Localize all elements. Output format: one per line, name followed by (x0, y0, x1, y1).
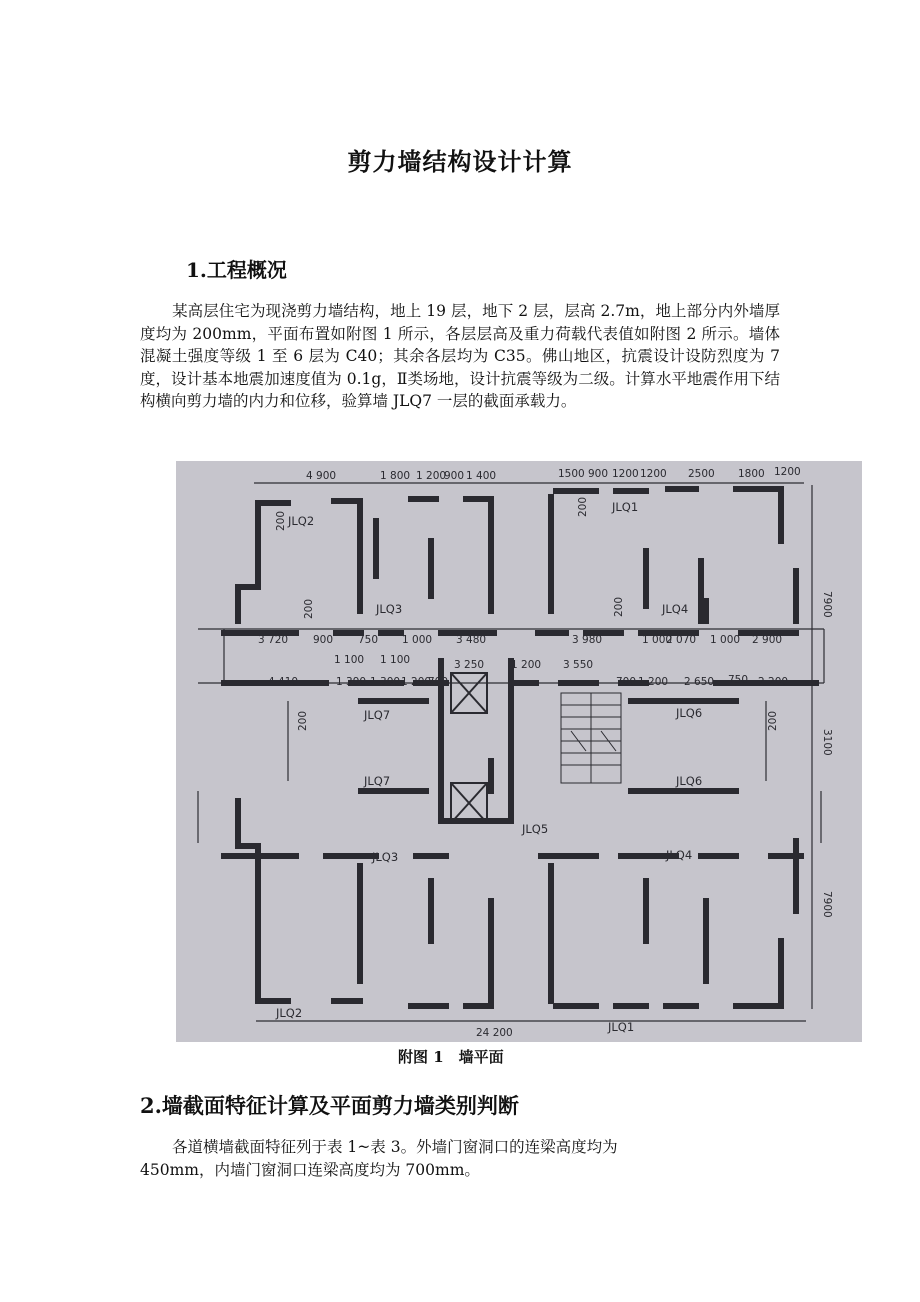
dim-label: 750 (728, 674, 749, 686)
dim-label: 4 900 (306, 470, 337, 482)
overview-text: 某高层住宅为现浇剪力墙结构，地上 19 层，地下 2 层，层高 2.7m，地上部分内外墙厚度均为 200mm，平面布置如附图 1 所示，各层层高及重力荷载代表值如附图 2 所示。墙体混凝土强度等级 1 至 6 层为 C40；其余各层均为 C35。佛山地区，抗震设计设防烈度为 7 度，设计基本地震加速度值为 0.1g，Ⅱ类场地，设计抗震等级为二级。计算水平地震作用下结构横向剪力墙的内力和位移，验算墙 JLQ7 一层的截面承载力。 (140, 302, 780, 410)
dim-label: 200 (577, 496, 589, 517)
section-heading-overview: 1.工程概况 (186, 258, 287, 282)
dim-label: 200 (613, 596, 625, 617)
wall-label: JLQ3 (372, 850, 399, 864)
dim-label: 7900 (821, 891, 833, 918)
document-title: 剪力墙结构设计计算 (347, 147, 573, 176)
wall-section-text: 各道横墙截面特征列于表 1~表 3。外墙门窗洞口的连梁高度均为 450mm，内墙门窗洞口连梁高度均为 700mm。 (140, 1138, 618, 1179)
wall-section-paragraph (140, 1136, 660, 1182)
dim-label: 3 250 (454, 659, 485, 671)
dim-label: 900 (588, 468, 609, 480)
section-heading-wall-section: 2.墙截面特征计算及平面剪力墙类别判断 (140, 1093, 519, 1118)
dim-label: 200 (275, 510, 287, 531)
wall-label: JLQ5 (522, 822, 549, 836)
dim-label: 2 070 (666, 634, 697, 646)
dim-label: 1200 (774, 466, 801, 478)
dim-label: 2 650 (684, 676, 715, 688)
dim-label: 1 800 (380, 470, 411, 482)
dim-label: 200 (767, 710, 779, 731)
wall-label: JLQ4 (666, 848, 693, 862)
wall-label: JLQ7 (364, 774, 391, 788)
dim-label: 2 900 (752, 634, 783, 646)
dim-label: 1 100 (334, 654, 365, 666)
dim-label: 1 000 (710, 634, 741, 646)
dim-label: 4 410 (268, 676, 299, 688)
wall-label: JLQ3 (376, 602, 403, 616)
wall-label: JLQ1 (612, 500, 639, 514)
dim-label: 1 400 (466, 470, 497, 482)
wall-label: JLQ6 (676, 706, 703, 720)
wall-label: JLQ2 (288, 514, 315, 528)
dim-label: 2500 (688, 468, 715, 480)
dim-label: 3 480 (456, 634, 487, 646)
wall-label: JLQ6 (676, 774, 703, 788)
dim-label: 1800 (738, 468, 765, 480)
floor-plan-figure (176, 461, 862, 1042)
dim-label: 7900 (821, 591, 833, 618)
dim-label: 1 200 (511, 659, 542, 671)
dim-label: 24 200 (476, 1027, 513, 1039)
wall-label: JLQ2 (276, 1006, 303, 1020)
dim-label: 1500 (558, 468, 585, 480)
figure-caption: 附图 1 墙平面 (398, 1048, 504, 1066)
dim-label: 200 (297, 710, 309, 731)
dim-label: 700 (616, 676, 637, 688)
dim-label: 3100 (821, 729, 833, 756)
dim-label: 1 100 (380, 654, 411, 666)
dim-label: 200 (303, 598, 315, 619)
dim-label: 3 720 (258, 634, 289, 646)
dim-label: 900 (444, 470, 465, 482)
dim-label: 1 390 (336, 676, 367, 688)
dim-label: 1 200 (416, 470, 447, 482)
dim-label: 750 (358, 634, 379, 646)
dim-label: 1 300 (370, 676, 401, 688)
overview-paragraph (140, 300, 780, 413)
dim-label: 700 (428, 676, 449, 688)
dim-label: 3 980 (572, 634, 603, 646)
dim-label: 900 (313, 634, 334, 646)
dim-label: 1 000 (642, 634, 673, 646)
dim-label: 1 000 (402, 634, 433, 646)
dim-label: 1200 (612, 468, 639, 480)
wall-label: JLQ1 (608, 1020, 635, 1034)
dim-label: 1 200 (401, 676, 432, 688)
wall-label: JLQ4 (662, 602, 689, 616)
dim-label: 2 200 (758, 676, 789, 688)
dim-label: 3 550 (563, 659, 594, 671)
floor-plan-drawing (176, 461, 862, 1042)
dim-label: 1 200 (638, 676, 669, 688)
dim-label: 1200 (640, 468, 667, 480)
wall-label: JLQ7 (364, 708, 391, 722)
